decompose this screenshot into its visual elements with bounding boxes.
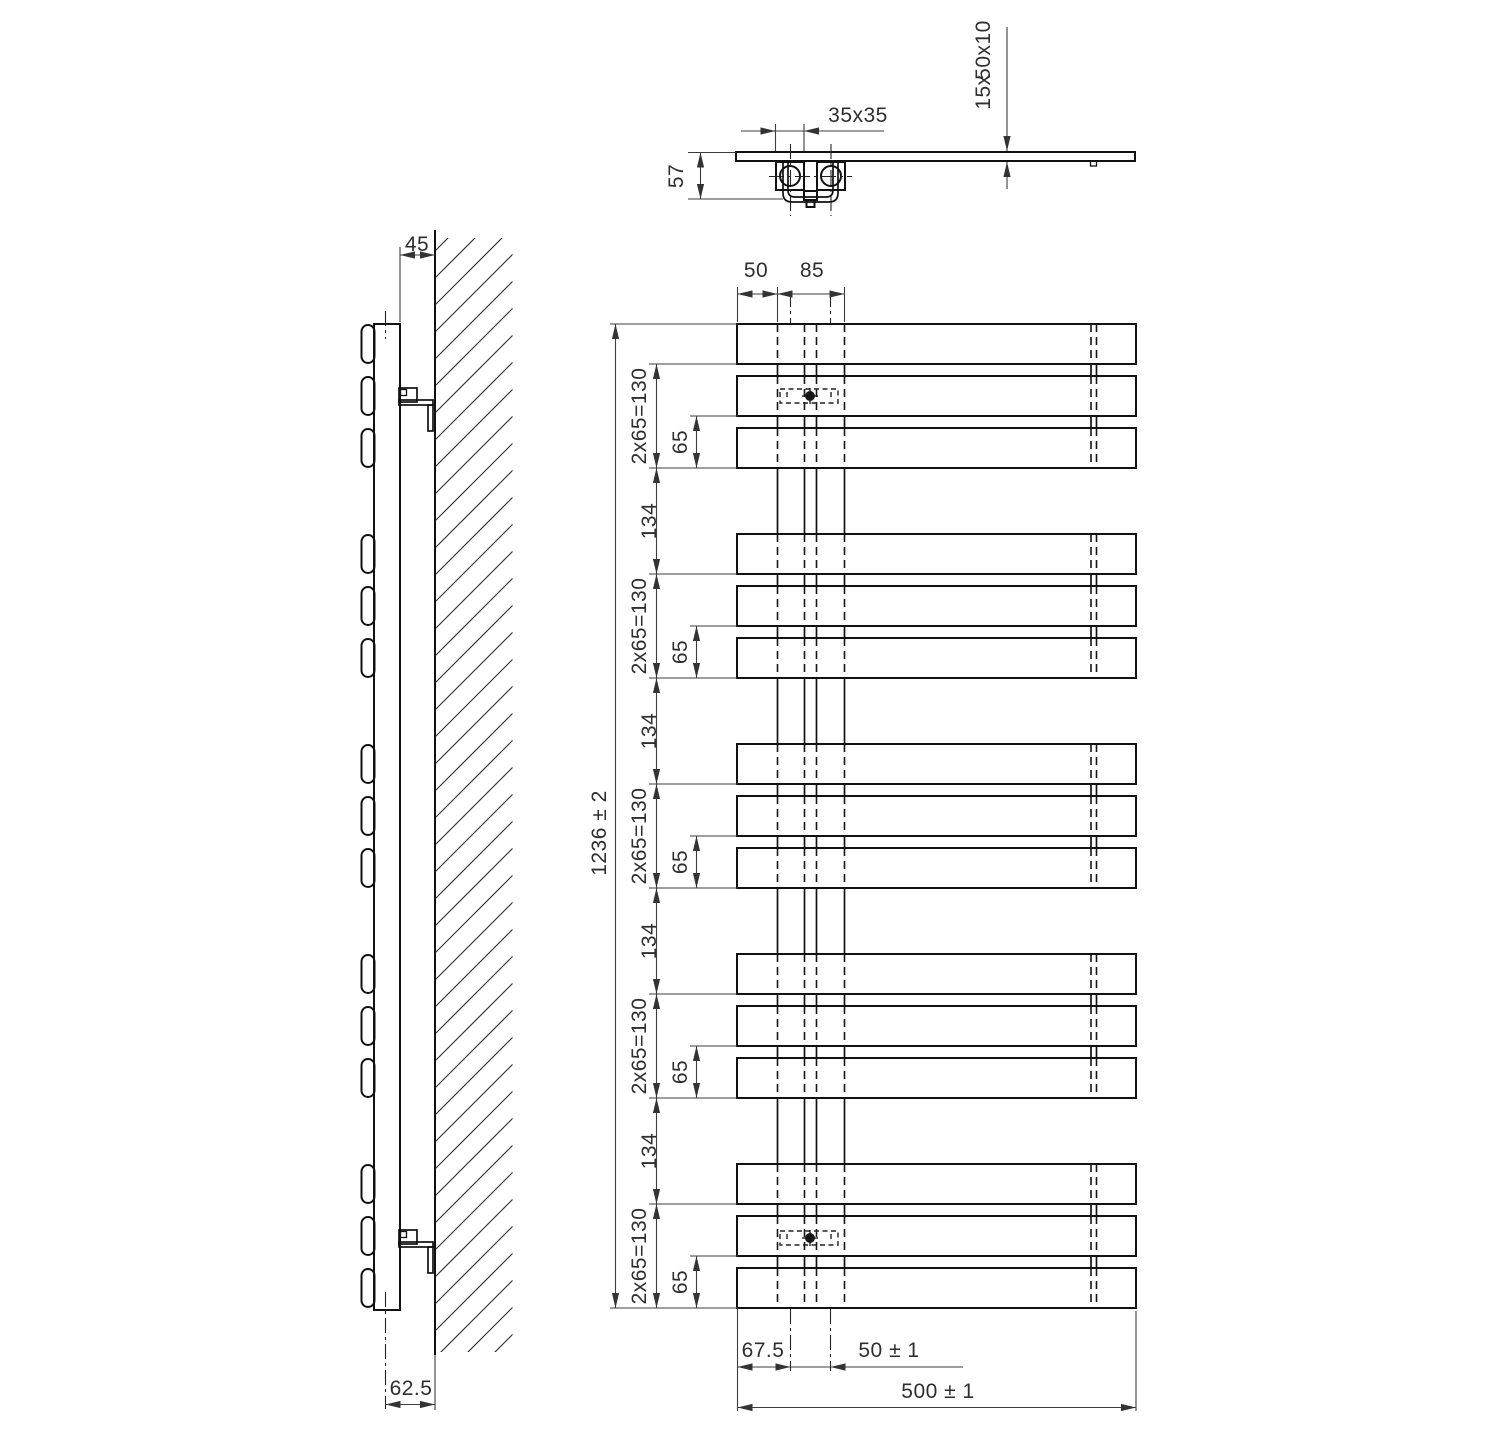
dim-50x10: 50x10 [972, 20, 995, 80]
dim-134-1: 134 [638, 502, 661, 540]
dim-500-tol: 500 ± 1 [901, 1380, 975, 1403]
dim-65-2: 65 [669, 639, 692, 665]
dim-65-5: 65 [669, 1269, 692, 1295]
dim-134-4: 134 [638, 1132, 661, 1170]
dim-130-2: 2x65=130 [628, 577, 651, 675]
dim-57: 57 [665, 163, 688, 189]
dim-67-5: 67.5 [741, 1339, 785, 1362]
dim-65-3: 65 [669, 849, 692, 875]
dim-130-5: 2x65=130 [628, 1207, 651, 1305]
dim-130-1: 2x65=130 [628, 367, 651, 465]
dim-65-1: 65 [669, 429, 692, 455]
dim-65-4: 65 [669, 1059, 692, 1085]
dim-50: 50 [743, 259, 769, 282]
dim-35x35: 35x35 [828, 104, 888, 127]
dim-50-tol: 50 ± 1 [858, 1339, 920, 1362]
dim-130-3: 2x65=130 [628, 787, 651, 885]
top-view [688, 27, 1135, 216]
dim-1236: 1236 ± 2 [588, 790, 611, 876]
dim-45: 45 [404, 233, 430, 256]
dim-134-3: 134 [638, 922, 661, 960]
dim-134-2: 134 [638, 712, 661, 750]
dim-85: 85 [799, 259, 825, 282]
dim-62-5: 62.5 [389, 1377, 433, 1400]
dim-15x: 15x [972, 74, 995, 110]
side-view [362, 170, 517, 1413]
dim-130-4: 2x65=130 [628, 997, 651, 1095]
